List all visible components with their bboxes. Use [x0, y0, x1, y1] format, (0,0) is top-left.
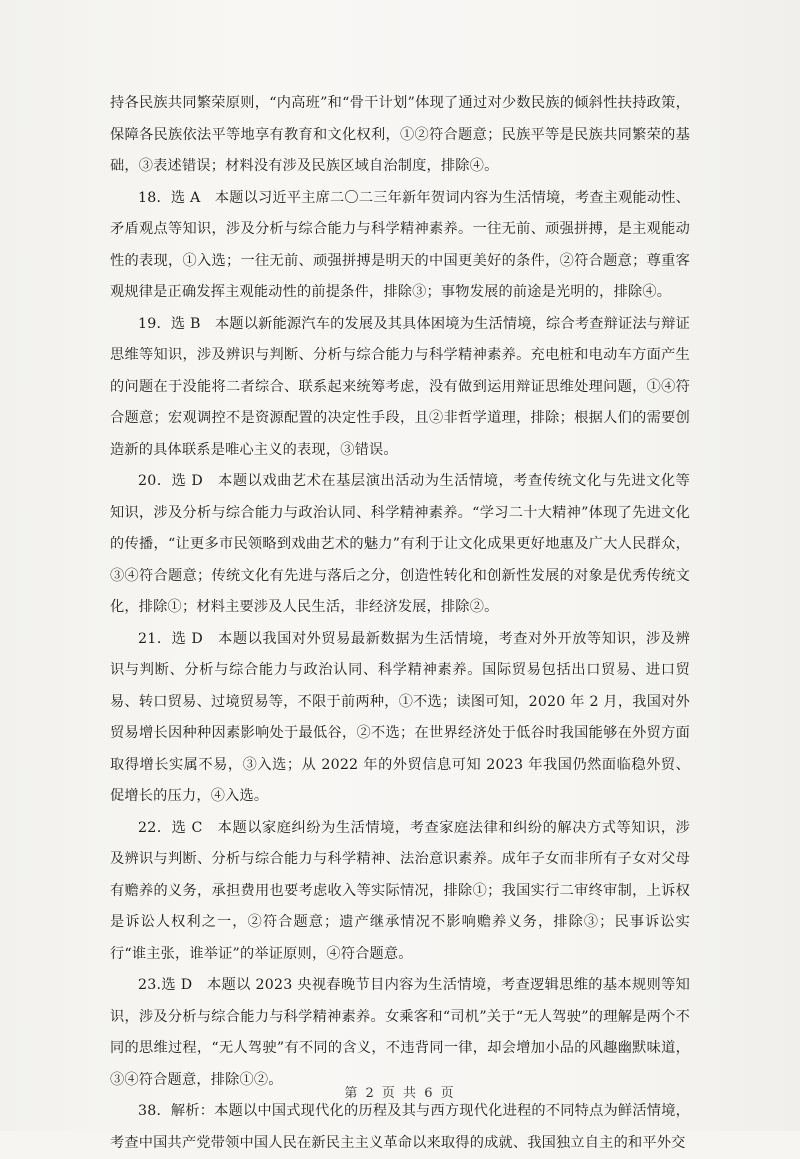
- paragraph-q22: 22．选 C 本题以家庭纠纷为生活情境，考查家庭法律和纠纷的解决方式等知识，涉及辨识与判断、分析与综合能力与科学精神、法治意识素养。成年子女而非所有子女对父母有赡养的义务，承担费用也要考虑收入等实际情况，排除①；我国实行二审终审制，上诉权是诉讼人权利之一，②符合题意；遗产继承情况不影响赡养义务，排除③；民事诉讼实行“谁主张，谁举证”的举证原则，④符合题意。: [110, 819, 690, 962]
- paragraph-continuation: 持各民族共同繁荣原则，“内高班”和“骨干计划”体现了通过对少数民族的倾斜性扶持政策，保障各民族依法平等地享有教育和文化权利，①②符合题意；民族平等是民族共同繁荣的基础，③表述错误；材料没有涉及民族区域自治制度，排除④。: [110, 95, 690, 174]
- paragraph-q38: 38．解析：本题以中国式现代化的历程及其与西方现代化进程的不同特点为鲜活情境，考查中国共产党带领中国人民在新民主主义革命以来取得的成就、我国独立自主的和平外交: [110, 1103, 690, 1151]
- paragraph-q18: 18．选 A 本题以习近平主席二〇二三年新年贺词内容为生活情境，考查主观能动性、矛盾观点等知识，涉及分析与综合能力与科学精神素养。一往无前、顽强拼搏，是主观能动性的表现，①入选；一往无前、顽强拼搏是明天的中国更美好的条件，②符合题意；尊重客观规律是正确发挥主观能动性的前提条件，排除③；事物发展的前途是光明的，排除④。: [110, 189, 690, 300]
- paragraph-q19: 19．选 B 本题以新能源汽车的发展及其具体困境为生活情境，综合考查辩证法与辩证思维等知识，涉及辨识与判断、分析与综合能力与科学精神素养。充电桩和电动车方面产生的问题在于没能将二者综合、联系起来统筹考虑，没有做到运用辩证思维处理问题，①④符合题意；宏观调控不是资源配置的决定性手段，且②非哲学道理，排除；根据人们的需要创造新的具体联系是唯心主义的表现，③错误。: [110, 315, 690, 458]
- paragraph-q20: 20．选 D 本题以戏曲艺术在基层演出活动为生活情境，考查传统文化与先进文化等知识，涉及分析与综合能力与政治认同、科学精神素养。“学习二十大精神”体现了先进文化的传播，“让更多市民领略到戏曲艺术的魅力”有利于让文化成果更好地惠及广大人民群众，③④符合题意；传统文化有先进与落后之分，创造性转化和创新性发展的对象是优秀传统文化，排除①；材料主要涉及人民生活，非经济发展，排除②。: [110, 473, 690, 615]
- paragraph-q21: 21．选 D 本题以我国对外贸易最新数据为生活情境，考查对外开放等知识，涉及辨识与判断、分析与综合能力与政治认同、科学精神素养。国际贸易包括出口贸易、进口贸易、转口贸易、过境贸易等，不限于前两种，①不选；读图可知，2020 年 2 月，我国对外贸易增长因种种因素影响处于最低谷，②不选；在世界经济处于低谷时我国能够在外贸方面取得增长实属不易，③入选；从 2022 年的外贸信息可知 2023 年我国仍然面临稳外贸、促增长的压力，④入选。: [110, 630, 690, 804]
- paragraph-q23: 23.选 D 本题以 2023 央视春晚节目内容为生活情境，考查逻辑思维的基本规则等知识，涉及分析与综合能力与科学精神素养。女乘客和“司机”关于“无人驾驶”的理解是两个不同的思维过程，“无人驾驶”有不同的含义，不违背同一律，却会增加小品的风趣幽默味道，③④符合题意，排除①②。: [110, 977, 690, 1088]
- page-number-footer: 第 2 页 共 6 页: [344, 1086, 456, 1101]
- answer-text-body: [110, 88, 690, 1159]
